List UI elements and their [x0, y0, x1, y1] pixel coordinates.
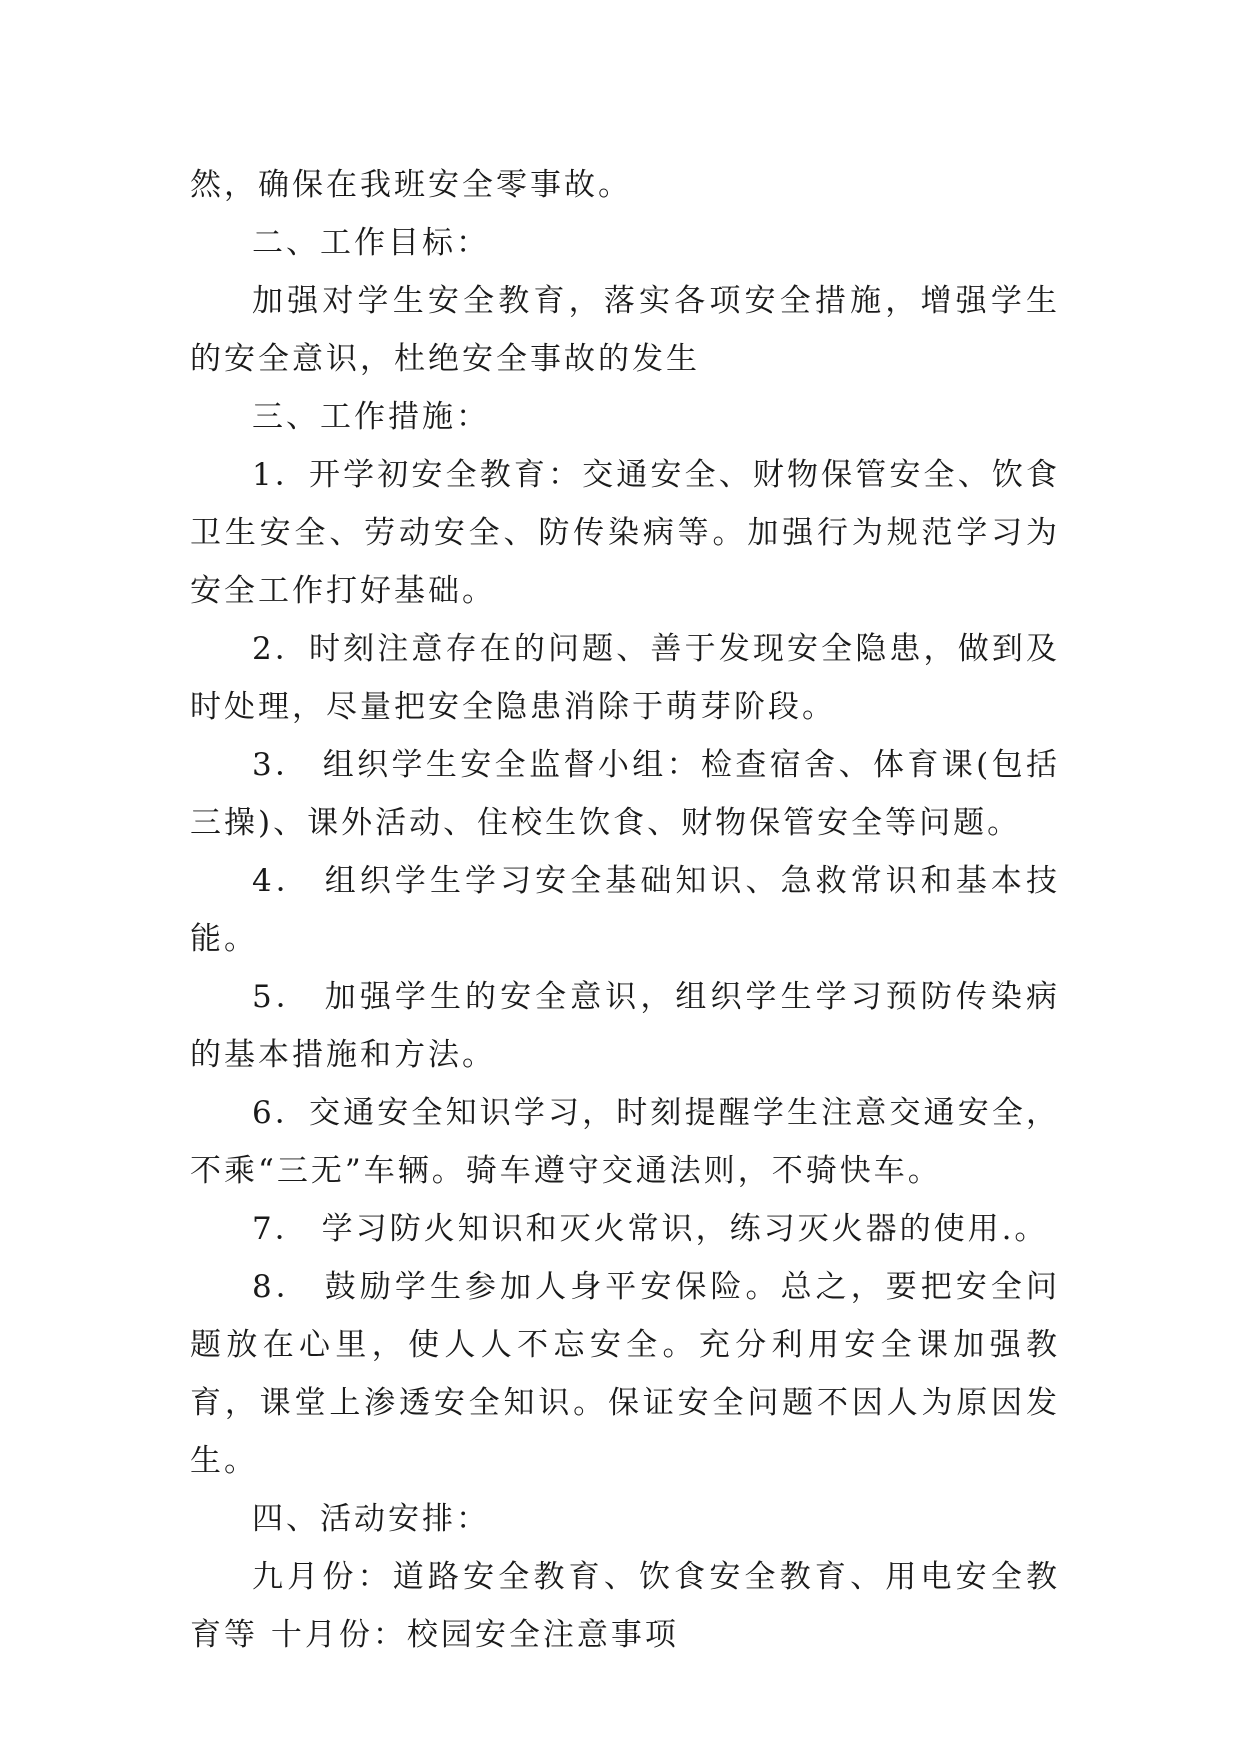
paragraph-work-goals: 加强对学生安全教育，落实各项安全措施，增强学生的安全意识，杜绝安全事故的发生	[190, 283, 1060, 377]
paragraph-continuation: 然，确保在我班安全零事故。	[190, 167, 632, 203]
measure-item-4: 4． 组织学生学习安全基础知识、急救常识和基本技能。	[190, 863, 1060, 957]
section-heading-work-measures: 三、工作措施：	[252, 399, 490, 435]
measure-item-7: 7． 学习防火知识和灭火常识，练习灭火器的使用.。	[252, 1211, 1049, 1247]
measure-item-8: 8． 鼓励学生参加人身平安保险。总之，要把安全问题放在心里，使人人不忘安全。充分利用安全课加强教育，课堂上渗透安全知识。保证安全问题不因人为原因发生。	[190, 1269, 1060, 1479]
measure-item-5: 5． 加强学生的安全意识，组织学生学习预防传染病的基本措施和方法。	[190, 979, 1060, 1073]
measure-item-6: 6．交通安全知识学习，时刻提醒学生注意交通安全，不乘“三无”车辆。骑车遵守交通法则，不骑快车。	[190, 1095, 1060, 1189]
section-heading-activities: 四、活动安排：	[252, 1501, 490, 1537]
paragraph-activities: 九月份：道路安全教育、饮食安全教育、用电安全教育等 十月份：校园安全注意事项	[190, 1559, 1060, 1653]
measure-item-3: 3． 组织学生安全监督小组：检查宿舍、体育课(包括三操)、课外活动、住校生饮食、财物保管安全等问题。	[190, 747, 1060, 841]
document-body	[190, 156, 1060, 1664]
measure-item-1: 1．开学初安全教育：交通安全、财物保管安全、饮食卫生安全、劳动安全、防传染病等。加强行为规范学习为安全工作打好基础。	[190, 457, 1060, 609]
section-heading-work-goals: 二、工作目标：	[252, 225, 490, 261]
measure-item-2: 2．时刻注意存在的问题、善于发现安全隐患，做到及时处理，尽量把安全隐患消除于萌芽阶段。	[190, 631, 1060, 725]
